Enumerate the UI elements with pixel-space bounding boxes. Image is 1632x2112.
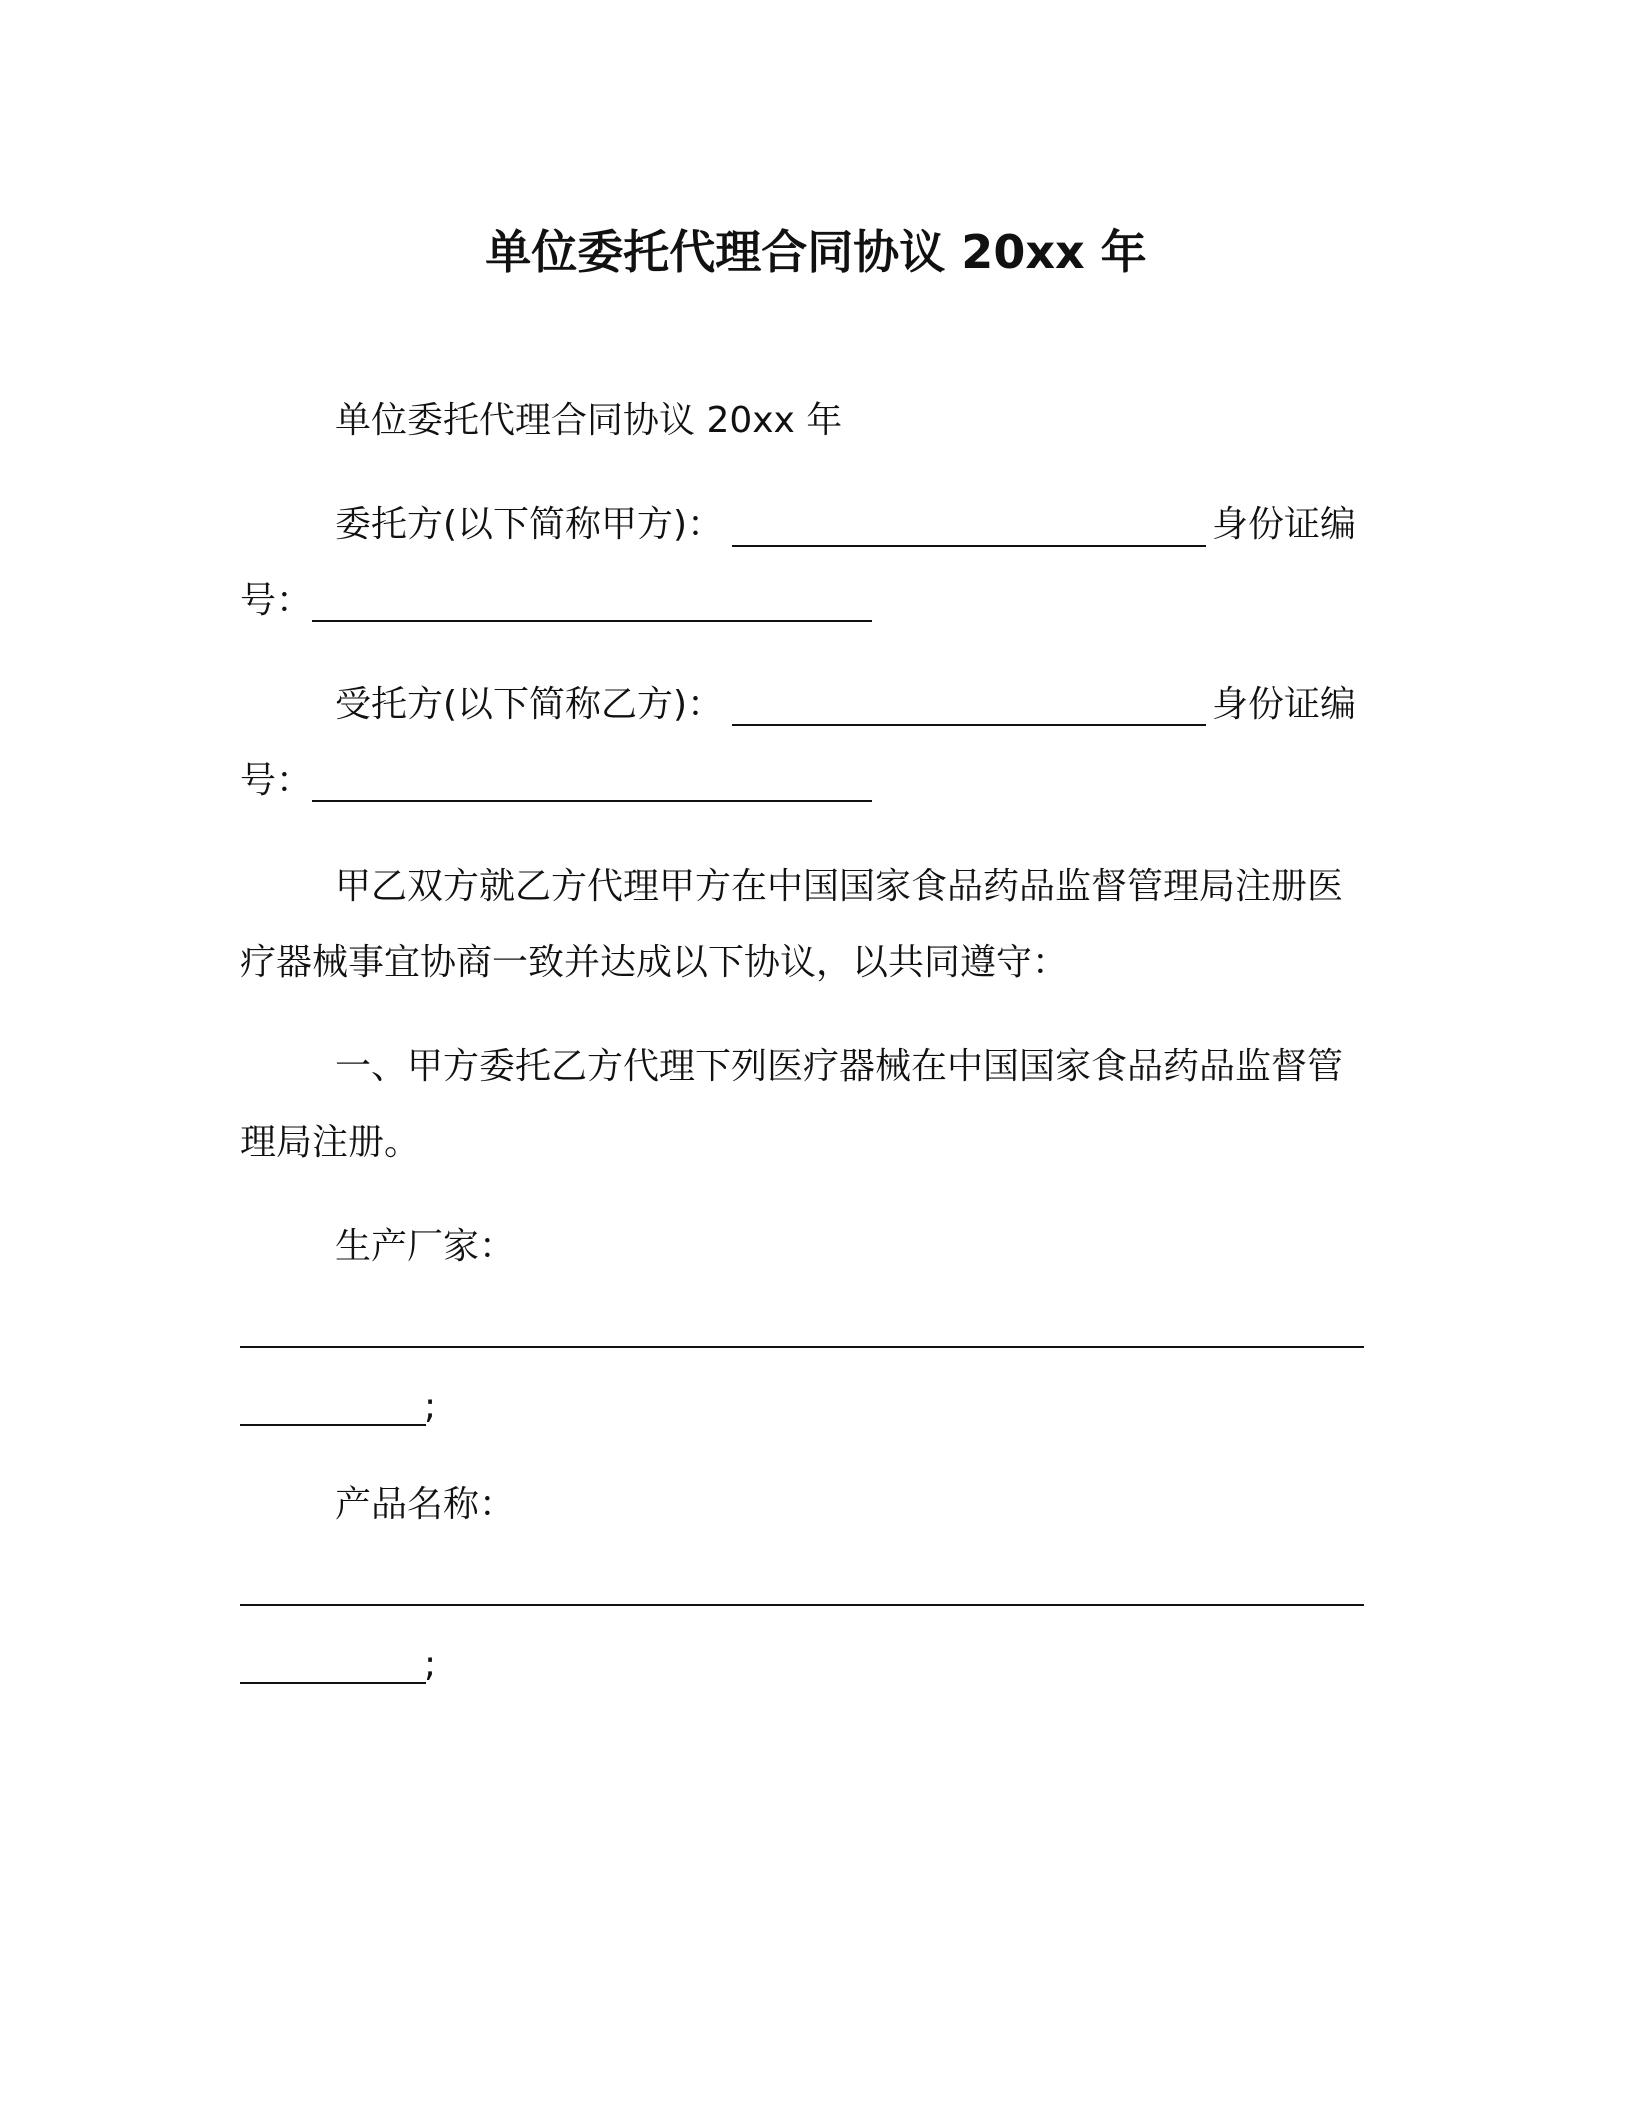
document-title: 单位委托代理合同协议 20xx 年 — [485, 225, 1147, 279]
party-a-name-blank[interactable] — [732, 545, 1206, 547]
party-a-id-blank[interactable] — [312, 620, 872, 622]
clause1-line1: 一、甲方委托乙方代理下列医疗器械在中国国家食品药品监督管 — [335, 1046, 1344, 1087]
product-name-label: 产品名称： — [335, 1484, 516, 1525]
document-subtitle: 单位委托代理合同协议 20xx 年 — [335, 400, 843, 441]
product-name-blank-line2[interactable] — [240, 1682, 426, 1684]
party-b-id-label-start: 身份证编 — [1212, 684, 1357, 725]
manufacturer-blank-line2[interactable] — [240, 1424, 426, 1426]
party-b-id-blank[interactable] — [312, 800, 872, 802]
party-b-label: 受托方(以下简称乙方)： — [335, 684, 724, 725]
party-b-name-blank[interactable] — [732, 724, 1206, 726]
party-a-id-label-start: 身份证编 — [1212, 504, 1357, 545]
product-name-blank-line1[interactable] — [240, 1604, 1364, 1606]
manufacturer-blank-line1[interactable] — [240, 1346, 1364, 1348]
party-a-label: 委托方(以下简称甲方)： — [335, 504, 724, 545]
clause1-line2: 理局注册。 — [240, 1122, 421, 1163]
intro-paragraph-line1: 甲乙双方就乙方代理甲方在中国国家食品药品监督管理局注册医 — [335, 866, 1344, 907]
intro-paragraph-line2: 疗器械事宜协商一致并达成以下协议，以共同遵守： — [240, 942, 1069, 983]
manufacturer-semicolon: ; — [424, 1386, 437, 1427]
party-b-id-label-end: 号： — [240, 760, 313, 801]
manufacturer-label: 生产厂家： — [335, 1226, 516, 1267]
product-name-semicolon: ; — [424, 1644, 437, 1685]
party-a-id-label-end: 号： — [240, 580, 313, 621]
